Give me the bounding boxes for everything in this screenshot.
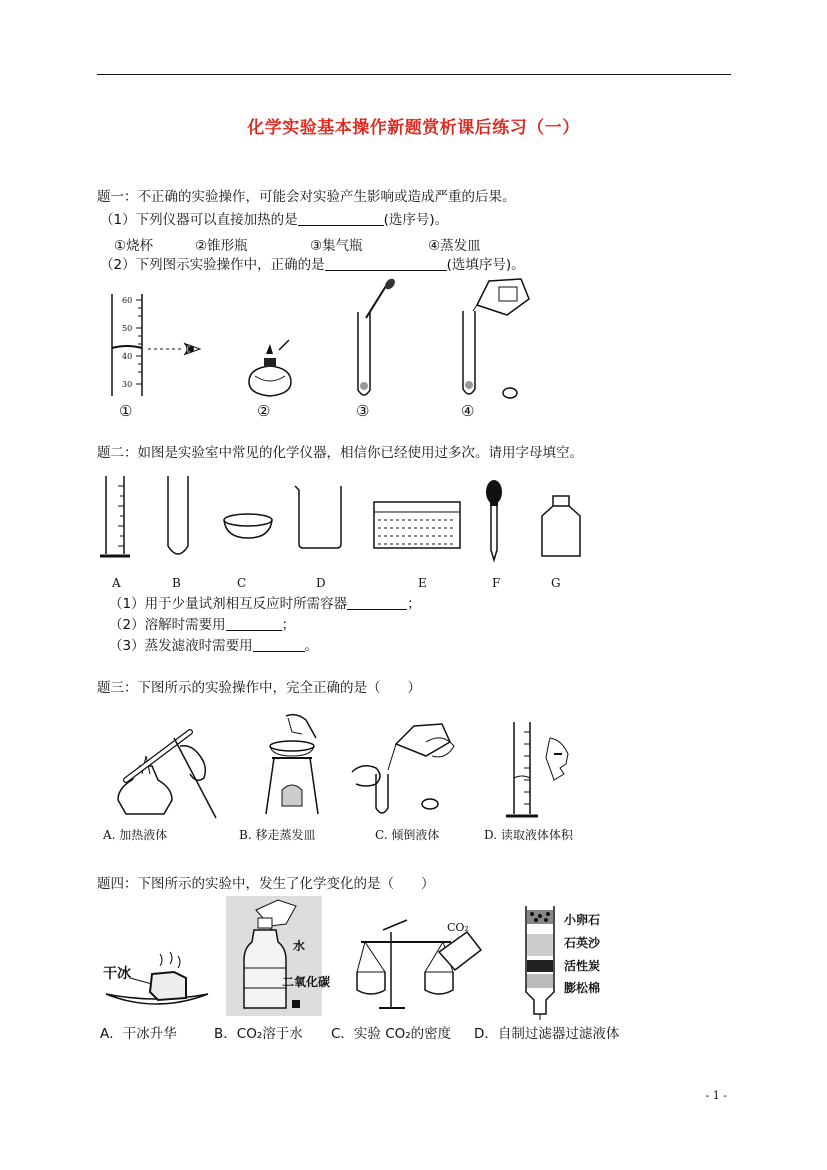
figure-label-2: ②: [257, 402, 271, 420]
filter-layer-pebbles-label: 小卵石: [564, 913, 601, 927]
figure-label-4: ④: [461, 402, 475, 420]
q2-item-3-prefix: （3）蒸发滤液时需要用: [109, 638, 253, 654]
figure-label-1: ①: [119, 402, 133, 420]
q3-caption-d: D. 读取液体体积: [484, 828, 573, 842]
figure-label-3: ③: [356, 402, 370, 420]
page-title: 化学实验基本操作新题赏析课后练习（一）: [247, 118, 580, 138]
q2-apparatus-e-water-trough: [372, 498, 462, 552]
q3-stem: 题三：下图所示的实验操作中，完全正确的是（ ）: [97, 680, 421, 696]
answer-blank[interactable]: [325, 256, 447, 271]
q2-item-3: [109, 637, 318, 655]
answer-blank[interactable]: [253, 637, 305, 652]
tick-label-60: 60: [122, 296, 133, 305]
apparatus-letter-c: C: [237, 576, 247, 590]
q2-apparatus-c-evaporating-dish: [222, 512, 274, 542]
q2-item-2-prefix: （2）溶解时需要用: [109, 617, 226, 633]
q2-item-1-prefix: （1）用于少量试剂相互反应时所需容器: [109, 596, 348, 612]
q1-stem: 题一：不正确的实验操作，可能会对实验产生影响或造成严重的后果。: [97, 189, 516, 205]
q2-item-2: [109, 616, 295, 634]
q1-part1-suffix: (选序号)。: [383, 212, 449, 228]
answer-blank[interactable]: [298, 211, 384, 226]
q2-item-1: [109, 595, 421, 613]
q1-part1-prefix: （1）下列仪器可以直接加热的是: [100, 212, 298, 228]
co2-balance-label: CO₂: [447, 921, 469, 934]
q2-apparatus-g-reagent-bottle: [538, 494, 584, 560]
filter-layer-cotton-label: 膨松棉: [564, 981, 601, 995]
q2-item-2-suffix: ；: [281, 617, 296, 633]
tick-label-40: 40: [122, 352, 133, 361]
q3-fig-a-heating-liquid: [112, 722, 222, 820]
q4-caption-a: A．干冰升华: [100, 1026, 177, 1042]
q2-stem: 题二：如图是实验室中常见的化学仪器，相信你已经使用过多次。请用字母填空。: [97, 445, 583, 461]
q4-caption-b: B．CO₂溶于水: [214, 1026, 303, 1042]
co2-bottle-label: 二氧化碳: [282, 975, 331, 989]
apparatus-letter-g: G: [551, 576, 561, 590]
q1-part1: [100, 211, 448, 229]
answer-blank[interactable]: [226, 616, 282, 631]
apparatus-letter-d: D: [316, 576, 326, 590]
q2-apparatus-d-beaker: [293, 482, 347, 550]
q4-caption-c: C．实验 CO₂的密度: [331, 1026, 452, 1042]
q3-caption-a: A. 加热液体: [103, 828, 168, 842]
q3-fig-d-reading-volume: [496, 718, 576, 822]
q1-part2-prefix: （2）下列图示实验操作中，正确的是: [100, 257, 325, 273]
apparatus-letter-f: F: [492, 576, 501, 590]
q4-fig-d-homemade-filter: [520, 904, 560, 1020]
water-label: 水: [293, 939, 306, 953]
q1-option-4: ④蒸发皿: [428, 238, 481, 254]
header-rule: [97, 74, 731, 75]
q1-option-3: ③集气瓶: [310, 238, 363, 254]
q2-item-1-suffix: ；: [407, 596, 421, 612]
q4-stem: 题四：下图所示的实验中，发生了化学变化的是（ ）: [97, 876, 435, 892]
apparatus-letter-b: B: [172, 576, 181, 590]
q2-apparatus-a-graduated-cylinder: [100, 474, 130, 562]
q3-fig-b-moving-evaporating-dish: [258, 710, 328, 822]
q2-apparatus-f-dropper: [482, 478, 506, 564]
apparatus-letter-e: E: [418, 576, 427, 590]
q1-fig3-test-tube-dropper: [352, 278, 402, 404]
q1-fig4-pouring-liquid: [455, 275, 535, 405]
filter-layer-quartz-sand-label: 石英沙: [564, 936, 601, 950]
q2-apparatus-b-test-tube: [165, 474, 191, 562]
q4-caption-d: D．自制过滤器过滤液体: [474, 1026, 620, 1042]
q2-item-3-suffix: 。: [304, 638, 319, 654]
q1-fig2-alcohol-lamp: [245, 336, 295, 404]
q1-option-2: ②锥形瓶: [195, 238, 248, 254]
page-number: - 1 -: [705, 1089, 727, 1102]
q1-part2-suffix: (选填序号)。: [446, 257, 525, 273]
dry-ice-label: 干冰: [103, 966, 131, 982]
q3-caption-b: B. 移走蒸发皿: [239, 828, 316, 842]
tick-label-50: 50: [122, 324, 133, 333]
q1-part2: [100, 256, 525, 274]
q3-fig-c-pouring-liquid: [342, 712, 462, 822]
apparatus-letter-a: A: [112, 576, 121, 590]
tick-label-30: 30: [122, 380, 133, 389]
filter-layer-activated-carbon-label: 活性炭: [564, 959, 601, 973]
q1-option-1: ①烧杯: [114, 238, 154, 254]
q3-caption-c: C. 倾倒液体: [375, 828, 440, 842]
q4-fig-b-co2-bottle: [226, 896, 322, 1016]
answer-blank[interactable]: [347, 595, 407, 610]
